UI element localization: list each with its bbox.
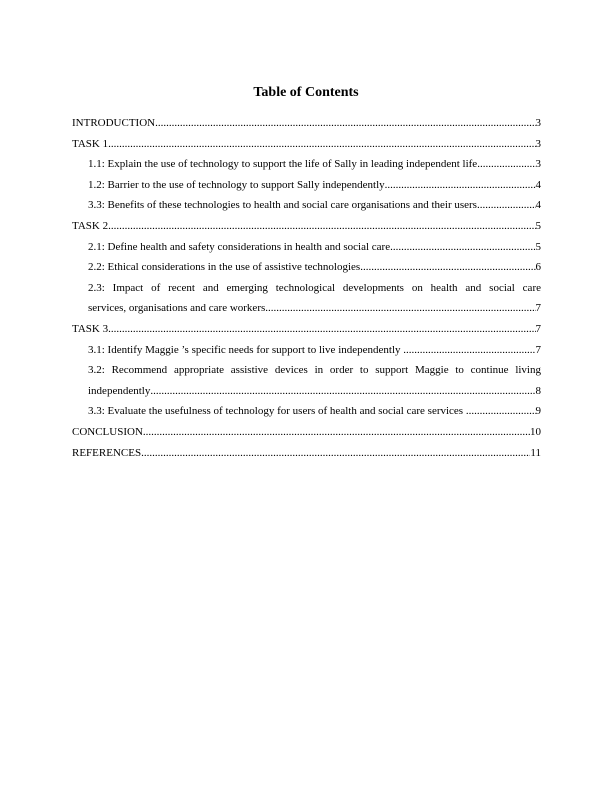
toc-entry-label: TASK 2 xyxy=(72,219,109,232)
toc-entry-2-1[interactable] xyxy=(72,237,541,258)
toc-leader xyxy=(403,340,535,361)
toc-leader xyxy=(390,237,535,258)
toc-entry-label: 1.1: Explain the use of technology to support the life of Sally in leading independent life xyxy=(88,158,478,171)
toc-leader xyxy=(150,381,535,402)
toc-entry-1-3[interactable] xyxy=(72,195,541,216)
toc-page-number: 4 xyxy=(535,199,541,212)
toc-page-number: 8 xyxy=(535,384,541,397)
toc-entry-label: 3.3: Benefits of these technologies to health and social care organisations and their users xyxy=(88,199,477,212)
toc-entry-label: TASK 1 xyxy=(72,137,109,150)
toc-entry-label: 2.2: Ethical considerations in the use of assistive technologies xyxy=(88,261,361,274)
toc-entry-label: 1.2: Barrier to the use of technology to support Sally independently xyxy=(88,178,385,191)
toc-entry-label-line-2: services, organisations and care workers xyxy=(88,302,266,315)
toc-leader xyxy=(143,422,530,443)
toc-entry-3-3[interactable] xyxy=(72,401,541,422)
toc-entry-2-3[interactable] xyxy=(72,278,541,319)
toc-page-number: 3 xyxy=(535,158,541,171)
toc-leader xyxy=(141,443,530,464)
toc-leader xyxy=(360,257,535,278)
toc-leader xyxy=(108,216,535,237)
toc-entry-conclusion[interactable] xyxy=(72,422,541,443)
toc-entry-references[interactable] xyxy=(72,443,541,464)
toc-page-number: 9 xyxy=(535,405,541,418)
toc-leader xyxy=(108,319,535,340)
toc-entry-label: 3.1: Identify Maggie ’s specific needs for support to live independently xyxy=(88,343,404,356)
toc-entry-label: 3.3: Evaluate the usefulness of technology for users of health and social care services xyxy=(88,405,466,418)
toc-leader xyxy=(108,134,535,155)
toc-entry-1-2[interactable] xyxy=(72,175,541,196)
toc-page-number: 11 xyxy=(530,446,541,459)
toc-entry-2-2[interactable] xyxy=(72,257,541,278)
toc-entry-label: CONCLUSION xyxy=(72,425,143,438)
table-of-contents xyxy=(72,113,541,463)
toc-entry-label: INTRODUCTION xyxy=(72,117,156,129)
toc-page-number: 7 xyxy=(535,343,541,356)
toc-page-number: 7 xyxy=(535,322,541,335)
toc-page-number: 7 xyxy=(535,302,541,315)
toc-page-number: 5 xyxy=(535,219,541,232)
toc-title: Table of Contents xyxy=(253,85,359,100)
toc-entry-3-2[interactable] xyxy=(72,360,541,401)
toc-entry-3-1[interactable] xyxy=(72,340,541,361)
toc-leader xyxy=(155,113,535,134)
toc-leader xyxy=(477,195,536,216)
toc-page-number: 10 xyxy=(530,425,541,438)
toc-page-number: 3 xyxy=(535,137,541,150)
toc-entry-label-line-2: independently xyxy=(88,384,151,397)
toc-entry-task-3[interactable] xyxy=(72,319,541,340)
toc-entry-task-2[interactable] xyxy=(72,216,541,237)
toc-entry-1-1[interactable] xyxy=(72,154,541,175)
toc-entry-task-1[interactable] xyxy=(72,134,541,155)
toc-page-number: 5 xyxy=(535,240,541,253)
toc-page-number: 6 xyxy=(535,261,541,274)
toc-entry-label: REFERENCES xyxy=(72,446,142,459)
toc-page-number: 4 xyxy=(535,178,541,191)
toc-entry-label-line-1: 2.3: Impact of recent and emerging technological developments on health and social care xyxy=(88,281,541,294)
toc-leader xyxy=(385,175,536,196)
toc-page-number: 3 xyxy=(535,117,541,129)
toc-leader xyxy=(477,154,535,175)
toc-leader xyxy=(265,298,535,319)
toc-entry-label-line-1: 3.2: Recommend appropriate assistive devices in order to support Maggie to continue living xyxy=(88,364,541,377)
toc-entry-label: TASK 3 xyxy=(72,322,109,335)
toc-leader xyxy=(466,401,536,422)
toc-entry-introduction[interactable] xyxy=(72,113,541,134)
toc-entry-label: 2.1: Define health and safety considerations in health and social care xyxy=(88,240,391,253)
